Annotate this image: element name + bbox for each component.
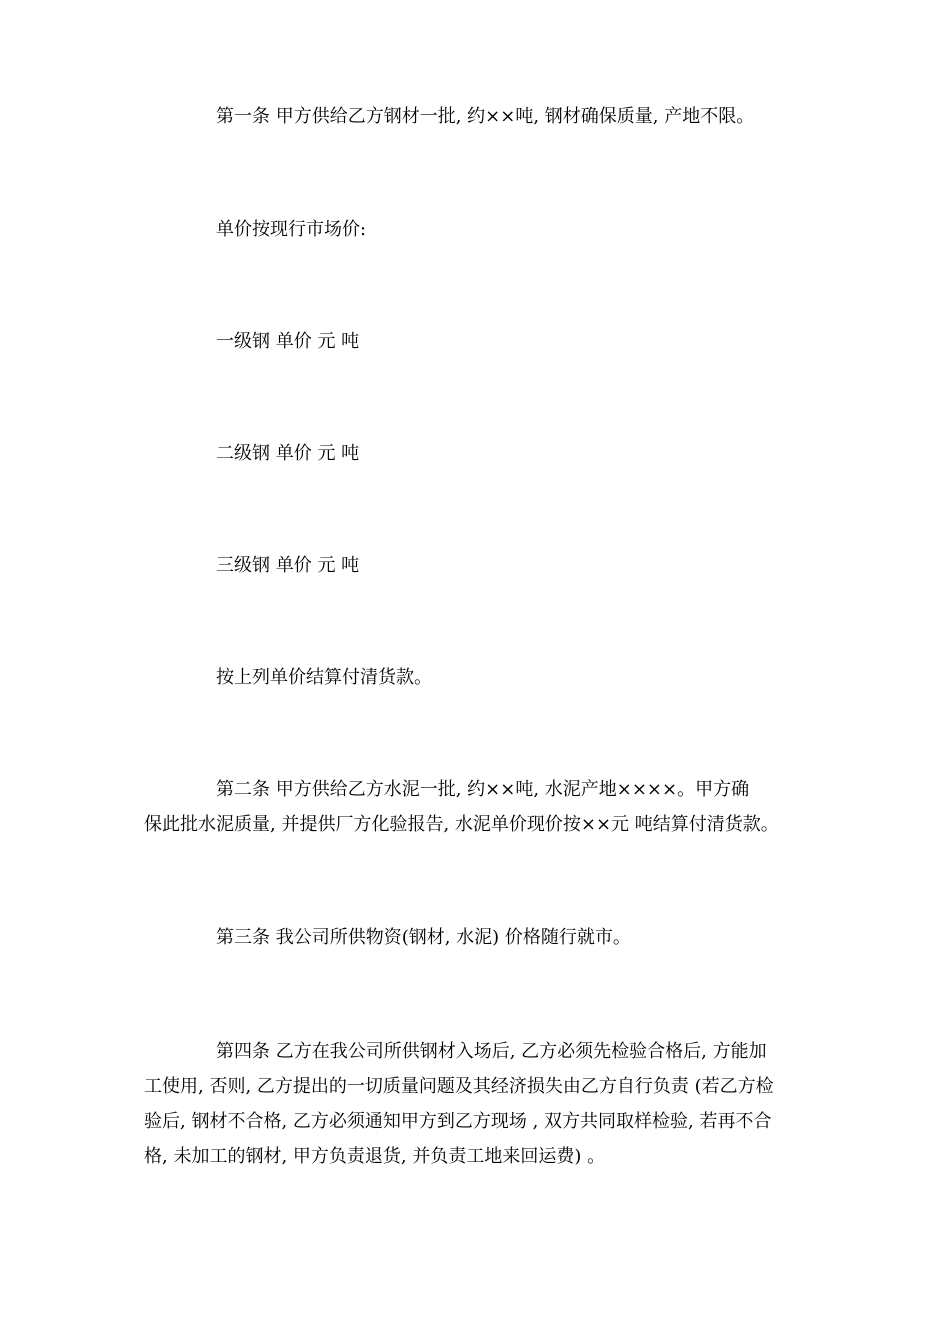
article-3-paragraph [144,920,816,955]
article-4-line-3: 验后, 钢材不合格, 乙方必须通知甲方到乙方现场 , 双方共同取样检验, 若再不合 [144,1111,772,1132]
settlement-text: 按上列单价结算付清货款。 [216,667,432,688]
article-2-paragraph [144,772,816,842]
article-1-text: 第一条 甲方供给乙方钢材一批, 约××吨, 钢材确保质量, 产地不限。 [216,106,755,127]
article-4-line-4: 格, 未加工的钢材, 甲方负责退货, 并负责工地来回运费) 。 [144,1146,606,1167]
grade-3-steel-text: 三级钢 单价 元 吨 [216,555,360,576]
grade-3-steel-paragraph [144,548,816,583]
grade-1-steel-text: 一级钢 单价 元 吨 [216,331,360,352]
article-1-paragraph [144,99,816,134]
article-3-text: 第三条 我公司所供物资(钢材, 水泥) 价格随行就市。 [216,927,631,948]
grade-2-steel-paragraph [144,436,816,471]
price-intro-text: 单价按现行市场价: [216,219,367,240]
article-4-line-2: 工使用, 否则, 乙方提出的一切质量问题及其经济损失由乙方自行负责 (若乙方检 [144,1076,774,1097]
grade-2-steel-text: 二级钢 单价 元 吨 [216,443,360,464]
article-4-paragraph [144,1034,816,1174]
grade-1-steel-paragraph [144,324,816,359]
price-intro-paragraph [144,212,816,247]
article-2-line-2: 保此批水泥质量, 并提供厂方化验报告, 水泥单价现价按××元 吨结算付清货款。 [144,814,779,835]
settlement-paragraph [144,660,816,695]
article-4-line-1: 第四条 乙方在我公司所供钢材入场后, 乙方必须先检验合格后, 方能加 [216,1041,767,1062]
article-2-line-1: 第二条 甲方供给乙方水泥一批, 约××吨, 水泥产地××××。甲方确 [216,779,750,800]
